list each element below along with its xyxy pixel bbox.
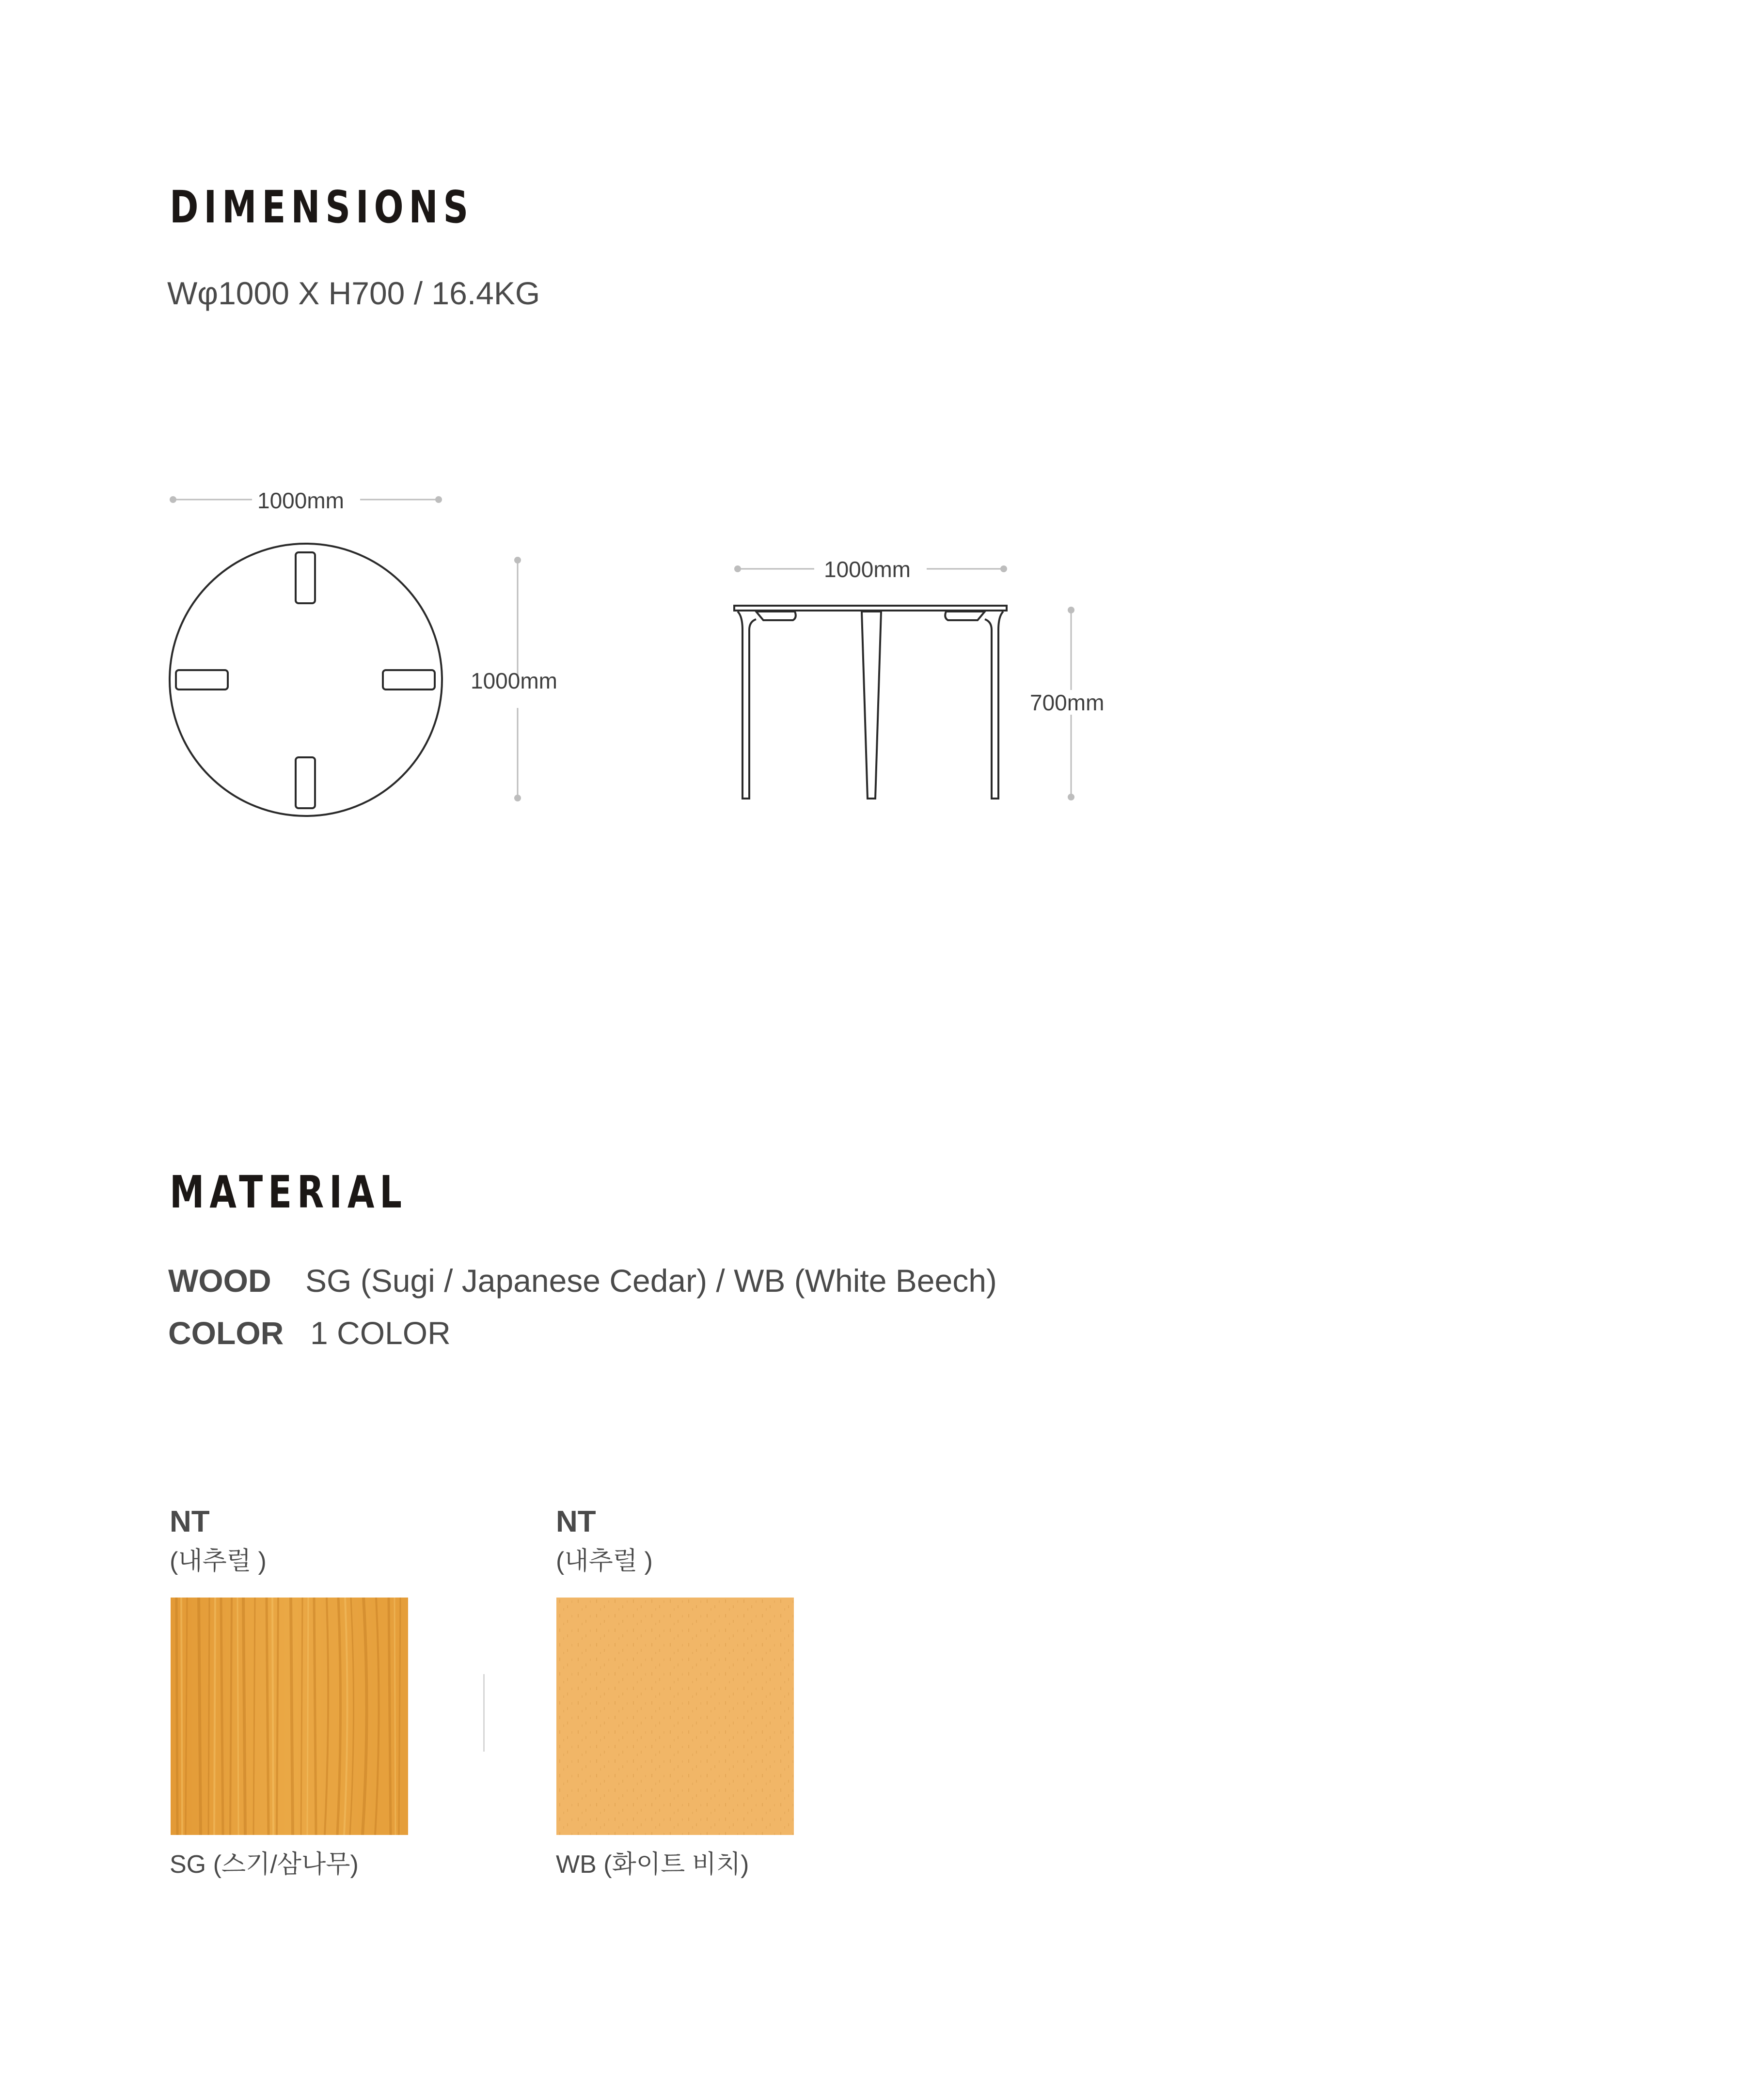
swatch-wb-image[interactable] — [556, 1598, 794, 1835]
top-depth-label: 1000mm — [471, 668, 557, 693]
swatch-wb-caption: WB (화이트 비치) — [556, 1850, 749, 1879]
top-width-dim-dot-right — [435, 496, 442, 503]
swatch-sg-code: NT — [170, 1505, 210, 1538]
side-height-dim-dot-bottom — [1068, 794, 1074, 800]
leg-pad-right — [383, 670, 435, 690]
swatch-wb-group — [556, 1507, 653, 1574]
side-leg-right — [985, 611, 1003, 799]
swatch-sg-caption: SG (스기/삼나무) — [170, 1850, 359, 1879]
side-tabletop — [734, 606, 1007, 611]
side-support-right — [945, 611, 985, 620]
table-top-circle — [170, 544, 442, 816]
swatch-sg-name: (내추럴 ) — [170, 1547, 267, 1575]
swatch-divider — [483, 1674, 485, 1752]
swatch-sg-texture — [171, 1598, 408, 1835]
leg-pad-bottom — [296, 757, 315, 808]
leg-pad-top — [296, 552, 315, 603]
side-height-dim-dot-top — [1068, 607, 1074, 613]
side-support-left — [756, 611, 796, 620]
top-depth-dim-dot-bottom — [514, 795, 521, 801]
dimensions-spec: Wφ1000 X H700 / 16.4KG — [167, 275, 540, 311]
swatch-wb-name: (내추럴 ) — [556, 1547, 653, 1575]
leg-pad-left — [176, 670, 228, 690]
material-wood-key: WOOD — [168, 1263, 271, 1299]
side-leg-center — [862, 611, 881, 799]
top-width-dim-dot-left — [170, 496, 176, 503]
dimensions-title: DIMENSIONS — [170, 181, 474, 233]
material-color-value: 1 COLOR — [310, 1315, 451, 1351]
side-leg-left — [738, 611, 756, 799]
side-width-dim-dot-left — [734, 565, 741, 572]
side-width-label: 1000mm — [824, 557, 911, 582]
side-height-label: 700mm — [1030, 690, 1105, 715]
material-title: MATERIAL — [170, 1166, 407, 1218]
top-width-label: 1000mm — [257, 488, 344, 513]
material-wood-value: SG (Sugi / Japanese Cedar) / WB (White Beech) — [305, 1263, 997, 1299]
top-depth-dim-dot-top — [514, 557, 521, 564]
swatch-wb-texture — [556, 1598, 794, 1835]
swatch-sg-group — [170, 1507, 267, 1574]
swatch-sg-image[interactable] — [171, 1598, 408, 1835]
swatch-wb-code: NT — [556, 1505, 596, 1538]
side-width-dim-dot-right — [1000, 565, 1007, 572]
material-color-key: COLOR — [168, 1315, 284, 1351]
